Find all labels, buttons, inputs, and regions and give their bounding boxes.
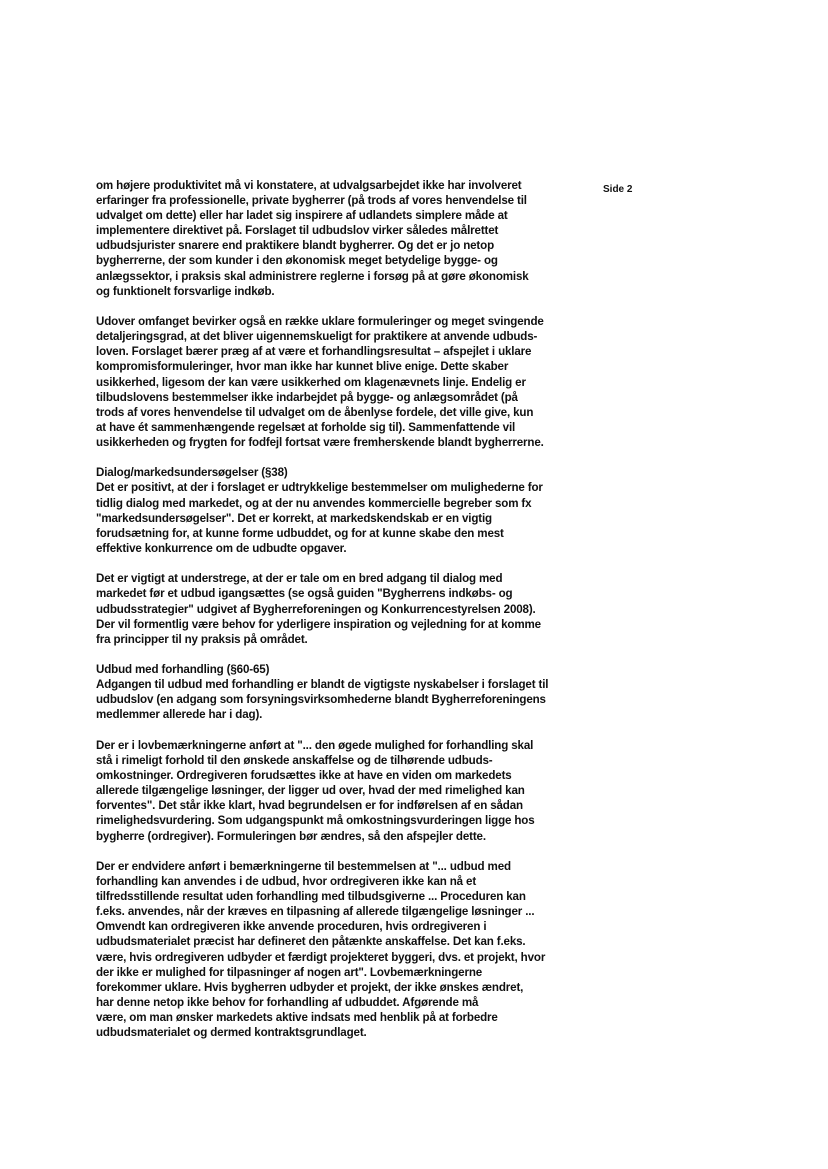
- text-line: tilfredsstillende resultat uden forhandling med tilbudsgiverne ... Proceduren kan: [96, 890, 526, 904]
- text-line: Der er endvidere anført i bemærkningerne til bestemmelsen at "... udbud med: [96, 860, 511, 873]
- text-line: detaljeringsgrad, at det bliver uigennemskueligt for praktikere at anvende udbuds-: [96, 330, 538, 344]
- section-heading-negotiation: Udbud med forhandling (§60-65): [96, 663, 270, 677]
- text-line: bygherre (ordregiver). Formuleringen bør ændres, så den afspejler dette.: [96, 829, 486, 843]
- text-line: fra principper til ny praksis på området.: [96, 632, 308, 646]
- paragraph-productivity: [96, 178, 574, 299]
- text-line: at have ét sammenhængende regelsæt at forholde sig til). Sammenfattende vil: [96, 420, 516, 434]
- text-line: Det er positivt, at der i forslaget er udtrykkelige bestemmelser om mulighederne for: [96, 481, 543, 495]
- section-dialog: [96, 465, 574, 556]
- text-line: rimelighedsvurdering. Som udgangspunkt må omkostningsvurderingen ligge hos: [96, 814, 535, 828]
- text-line: der ikke er mulighed for tilpasninger af nogen art". Lovbemærkningerne: [96, 965, 483, 979]
- text-line: har denne netop ikke behov for forhandling af udbuddet. Afgørende må: [96, 995, 479, 1009]
- text-line: Udover omfanget bevirker også en række uklare formuleringer og meget svingende: [96, 315, 544, 329]
- text-line: forekommer uklare. Hvis bygherren udbyder et projekt, der ikke ønskes ændret,: [96, 980, 524, 994]
- text-line: trods af vores henvendelse til udvalget om de åbenlyse fordele, det ville give, kun: [96, 405, 534, 419]
- document-body: [96, 178, 574, 1040]
- text-line: markedet før et udbud igangsættes (se også guiden "Bygherrens indkøbs- og: [96, 587, 513, 601]
- text-line: udbudsmaterialet og dermed kontraktsgrundlaget.: [96, 1026, 367, 1040]
- text-line: tilbudslovens bestemmelser ikke indarbejdet på bygge- og anlægsområdet (på: [96, 390, 518, 404]
- text-line: Der er i lovbemærkningerne anført at "... den øgede mulighed for forhandling skal: [96, 738, 534, 752]
- paragraph-scope: [96, 314, 574, 450]
- text-line: usikkerhed, ligesom der kan være usikkerhed om klagenævnets linje. Endelig er: [96, 375, 526, 389]
- text-line: Omvendt kan ordregiveren ikke anvende proceduren, hvis ordregiveren i: [96, 920, 487, 934]
- text-line: udbudsjurister snarere end praktikere blandt bygherrer. Og det er jo netop: [96, 239, 494, 253]
- text-line: medlemmer allerede har i dag).: [96, 708, 263, 722]
- text-line: bygherrerne, der som kunder i den økonomisk meget betydelige bygge- og: [96, 254, 498, 268]
- text-line: loven. Forslaget bærer præg af at være et forhandlingsresultat – afspejlet i uklare: [96, 345, 532, 359]
- text-line: udbudsstrategier" udgivet af Bygherreforeningen og Konkurrencestyrelsen 2008).: [96, 602, 536, 616]
- text-line: udbudslov (en adgang som forsyningsvirksomhederne blandt Bygherreforeningens: [96, 693, 546, 707]
- text-line: effektive konkurrence om de udbudte opgaver.: [96, 541, 347, 555]
- text-line: forhandling kan anvendes i de udbud, hvor ordregiveren ikke kan nå et: [96, 875, 477, 889]
- text-line: udbudsmaterialet præcist har defineret den påtænkte anskaffelse. Det kan f.eks.: [96, 935, 526, 949]
- text-line: tidlig dialog med markedet, og at der nu anvendes kommercielle begreber som fx: [96, 496, 532, 510]
- text-line: Adgangen til udbud med forhandling er blandt de vigtigste nyskabelser i forslaget til: [96, 678, 549, 692]
- paragraph-remarks-further: [96, 859, 574, 1040]
- paragraph-dialog-access: [96, 571, 574, 646]
- paragraph-remarks: [96, 738, 574, 844]
- text-line: udvalget om dette) eller har ladet sig inspirere af udlandets simplere måde at: [96, 209, 508, 223]
- text-line: forudsætning for, at kunne forme udbuddet, og for at kunne skabe den mest: [96, 526, 504, 540]
- text-line: og funktionelt forsvarlige indkøb.: [96, 284, 275, 298]
- section-heading-dialog: Dialog/markedsundersøgelser (§38): [96, 466, 288, 480]
- text-line: være, om man ønsker markedets aktive indsats med henblik på at forbedre: [96, 1010, 498, 1024]
- text-line: Det er vigtigt at understrege, at der er tale om en bred adgang til dialog med: [96, 572, 503, 586]
- text-line: forventes". Det står ikke klart, hvad begrundelsen er for indførelsen af en sådan: [96, 799, 523, 813]
- text-line: implementere direktivet på. Forslaget til udbudslov virker således målrettet: [96, 224, 499, 238]
- text-line: f.eks. anvendes, når der kræves en tilpasning af allerede tilgængelige løsninger ...: [96, 905, 535, 919]
- text-line: erfaringer fra professionelle, private bygherrer (på trods af vores henvendelse til: [96, 194, 527, 208]
- text-line: Der vil formentlig være behov for yderligere inspiration og vejledning for at komme: [96, 617, 541, 631]
- text-line: allerede tilgængelige løsninger, der ligger ud over, hvad der med rimelighed kan: [96, 784, 525, 798]
- text-line: stå i rimeligt forhold til den ønskede anskaffelse og de tilhørende udbuds-: [96, 754, 493, 768]
- text-line: kompromisformuleringer, hvor man ikke har kunnet blive enige. Dette skaber: [96, 360, 509, 374]
- text-line: anlægssektor, i praksis skal administrere reglerne i forsøg på at gøre økonomisk: [96, 269, 529, 283]
- page-number: Side 2: [603, 184, 633, 195]
- text-line: om højere produktivitet må vi konstatere, at udvalgsarbejdet ikke har involveret: [96, 179, 522, 192]
- section-negotiation: [96, 662, 574, 722]
- text-line: usikkerheden og frygten for fodfejl fortsat være fremherskende blandt bygherrerne.: [96, 435, 544, 449]
- text-line: være, hvis ordregiveren udbyder et færdigt projekteret byggeri, dvs. et projekt, hvor: [96, 950, 546, 964]
- text-line: omkostninger. Ordregiveren forudsættes ikke at have en viden om markedets: [96, 769, 512, 783]
- text-line: "markedsundersøgelser". Det er korrekt, at markedskendskab er en vigtig: [96, 511, 492, 525]
